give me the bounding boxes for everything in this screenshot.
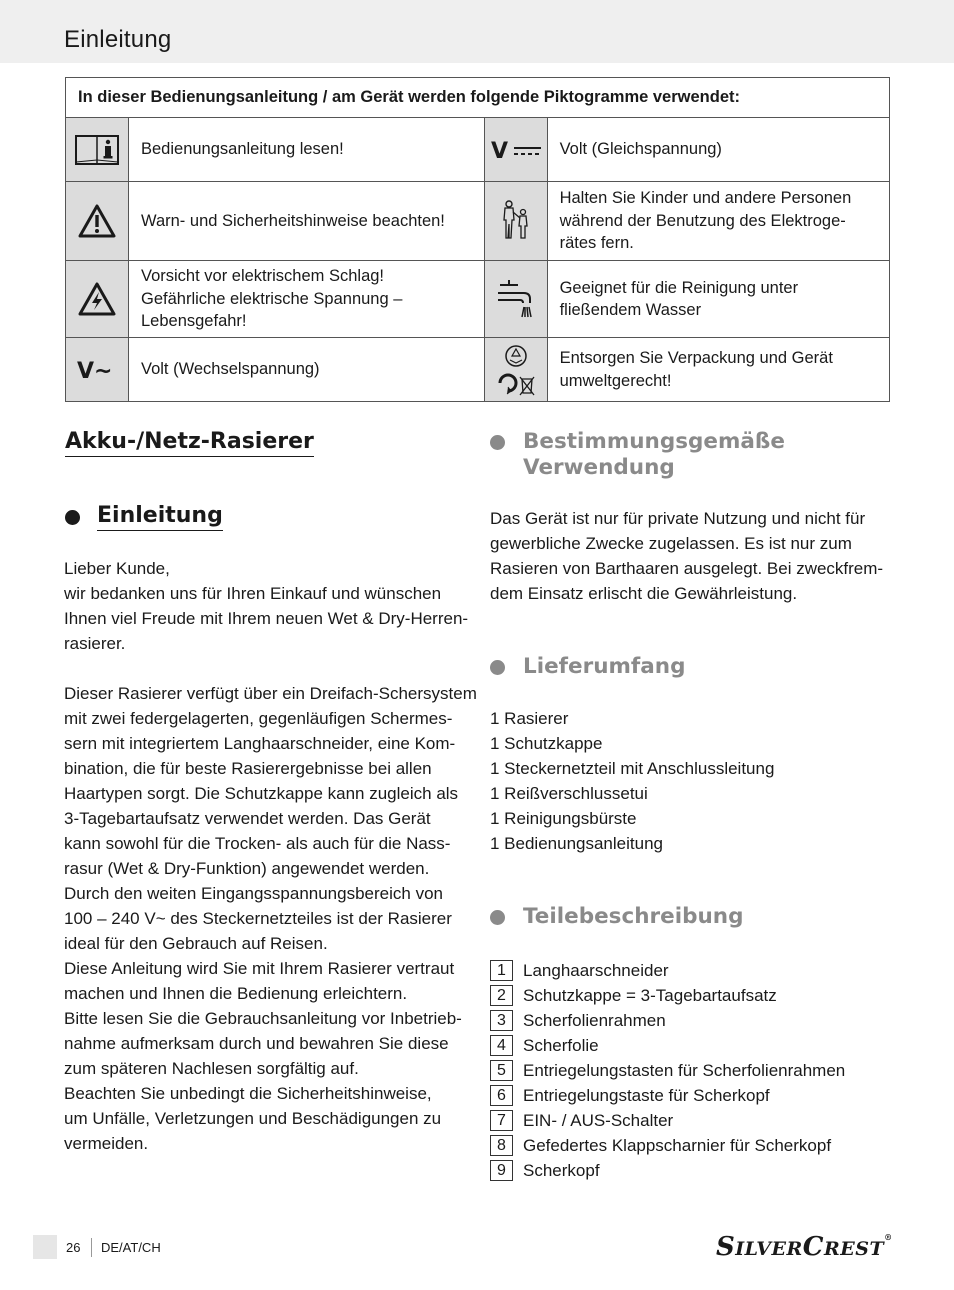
footer-marker xyxy=(33,1235,57,1259)
page-title: Einleitung xyxy=(64,26,172,53)
svg-text:V~: V~ xyxy=(77,358,113,383)
pictogram-text-keep-children-away: Halten Sie Kinder und andere Personen während der Benutzung des Elektroge- rätes fern. xyxy=(547,182,889,261)
pictogram-text-electric-shock: Vorsicht vor elektrischem Schlag! Gefährliche elektrische Spannung – Lebensgefahr! xyxy=(129,261,485,338)
list-item xyxy=(490,958,845,983)
parts-bullet-icon xyxy=(490,910,505,925)
delivery-bullet-icon xyxy=(490,660,505,675)
recycle-dispose-icon xyxy=(484,338,547,402)
section-title-usage: Bestimmungsgemäße Verwendung xyxy=(523,429,785,480)
section-title-delivery: Lieferumfang xyxy=(523,654,686,679)
part-number-box: 3 xyxy=(490,1010,513,1031)
list-item xyxy=(490,1158,845,1183)
part-label: EIN- / AUS-Schalter xyxy=(523,1110,674,1130)
part-number-box: 9 xyxy=(490,1160,513,1181)
ac-volt-icon xyxy=(66,338,129,402)
parts-list xyxy=(490,958,845,1183)
list-item xyxy=(490,983,845,1008)
part-number-box: 4 xyxy=(490,1035,513,1056)
list-item xyxy=(490,1058,845,1083)
silvercrest-logo: SILVERCREST® xyxy=(716,1232,893,1262)
running-water-icon xyxy=(484,261,547,338)
part-label: Gefedertes Klappscharnier für Scherkopf xyxy=(523,1135,832,1155)
section-title-einleitung: Einleitung xyxy=(97,503,223,531)
section-bullet-icon xyxy=(65,510,80,525)
part-label: Langhaarschneider xyxy=(523,960,669,980)
usage-bullet-icon xyxy=(490,435,505,450)
manual-info-icon xyxy=(66,118,129,182)
part-number-box: 8 xyxy=(490,1135,513,1156)
pictogram-table xyxy=(65,77,890,402)
intro-paragraph: Lieber Kunde, wir bedanken uns für Ihren Einkauf und wünschen Ihnen viel Freude mit Ihrem neuen Wet & Dry-Herren- rasierer. xyxy=(64,559,469,653)
svg-text:V: V xyxy=(490,138,508,163)
keep-children-away-icon xyxy=(484,182,547,261)
list-item: 1 Reinigungsbürste xyxy=(490,809,637,828)
part-label: Scherkopf xyxy=(523,1160,600,1180)
dc-volt-icon xyxy=(484,118,547,182)
pictogram-text-running-water: Geeignet für die Reinigung unter fließendem Wasser xyxy=(547,261,889,338)
part-label: Schutzkappe = 3-Tagebartaufsatz xyxy=(523,985,777,1005)
part-label: Scherfolie xyxy=(523,1035,599,1055)
pictogram-table-heading: In dieser Bedienungsanleitung / am Gerät werden folgende Piktogramme verwendet: xyxy=(66,78,890,118)
footer-divider xyxy=(91,1238,92,1257)
page-number: 26 xyxy=(66,1240,81,1255)
list-item: 1 Reißverschlussetui xyxy=(490,784,648,803)
delivery-list xyxy=(490,706,774,856)
usage-paragraph: Das Gerät ist nur für private Nutzung und nicht für gewerbliche Zwecke zugelassen. Es ist nur zum Rasieren von Barthaaren ausgelegt. Bei zweckfrem- dem Einsatz erlischt die Gewährleistung. xyxy=(490,509,884,603)
pictogram-text-warning: Warn- und Sicherheitshinweise beachten! xyxy=(129,182,485,261)
language-code: DE/AT/CH xyxy=(101,1240,161,1255)
part-number-box: 1 xyxy=(490,960,513,981)
warning-triangle-icon xyxy=(66,182,129,261)
part-label: Scherfolienrahmen xyxy=(523,1010,666,1030)
section-title-parts: Teilebeschreibung xyxy=(523,904,744,929)
description-paragraph: Dieser Rasierer verfügt über ein Dreifach-Schersystem mit zwei federgelagerten, gegenläufigen Schermes- sern mit integriertem Langhaarschneider, eine Kom- bination, die für beste Rasierergebnisse bei allen Haartypen sorgt. Die Schutzkappe kann zugleich als 3-Tagebartaufsatz verwendet werden. Das Gerät kann sowohl für die Trocken- als auch für die Nass- rasur (Wet & Dry-Funktion) angewendet werden. Durch den weiten Eingangsspannungsbereich von 100 – 240 V~ des Steckernetzteiles ist der Rasierer ideal für den Gebrauch auf Reisen. Diese Anleitung wird Sie mit Ihrem Rasierer vertraut machen und Ihnen die Bedienung erleichtern. Bitte lesen Sie die Gebrauchsanleitung vor Inbetrieb- nahme aufmerksam durch und bewahren Sie diese zum späteren Nachlesen sorgfältig auf. Beachten Sie unbedingt die Sicherheitshinweise, um Unfälle, Verletzungen und Beschädigungen zu vermeiden. xyxy=(64,684,477,1153)
list-item: 1 Schutzkappe xyxy=(490,734,603,753)
electric-shock-icon xyxy=(66,261,129,338)
list-item xyxy=(490,1108,845,1133)
part-number-box: 5 xyxy=(490,1060,513,1081)
list-item xyxy=(490,1083,845,1108)
part-number-box: 7 xyxy=(490,1110,513,1131)
list-item xyxy=(490,1008,845,1033)
part-label: Entriegelungstaste für Scherkopf xyxy=(523,1085,770,1105)
pictogram-text-dispose: Entsorgen Sie Verpackung und Gerät umweltgerecht! xyxy=(547,338,889,402)
product-title: Akku-/Netz-Rasierer xyxy=(65,429,314,457)
pictogram-text-read-manual: Bedienungsanleitung lesen! xyxy=(129,118,485,182)
list-item xyxy=(490,1133,845,1158)
part-label: Entriegelungstasten für Scherfolienrahmen xyxy=(523,1060,846,1080)
list-item: 1 Rasierer xyxy=(490,709,569,728)
pictogram-text-dc-volt: Volt (Gleichspannung) xyxy=(547,118,889,182)
list-item xyxy=(490,1033,845,1058)
pictogram-text-ac-volt: Volt (Wechselspannung) xyxy=(129,338,485,402)
header-bar xyxy=(0,0,954,63)
part-number-box: 6 xyxy=(490,1085,513,1106)
list-item: 1 Steckernetzteil mit Anschlussleitung xyxy=(490,759,775,778)
list-item: 1 Bedienungsanleitung xyxy=(490,834,663,853)
part-number-box: 2 xyxy=(490,985,513,1006)
